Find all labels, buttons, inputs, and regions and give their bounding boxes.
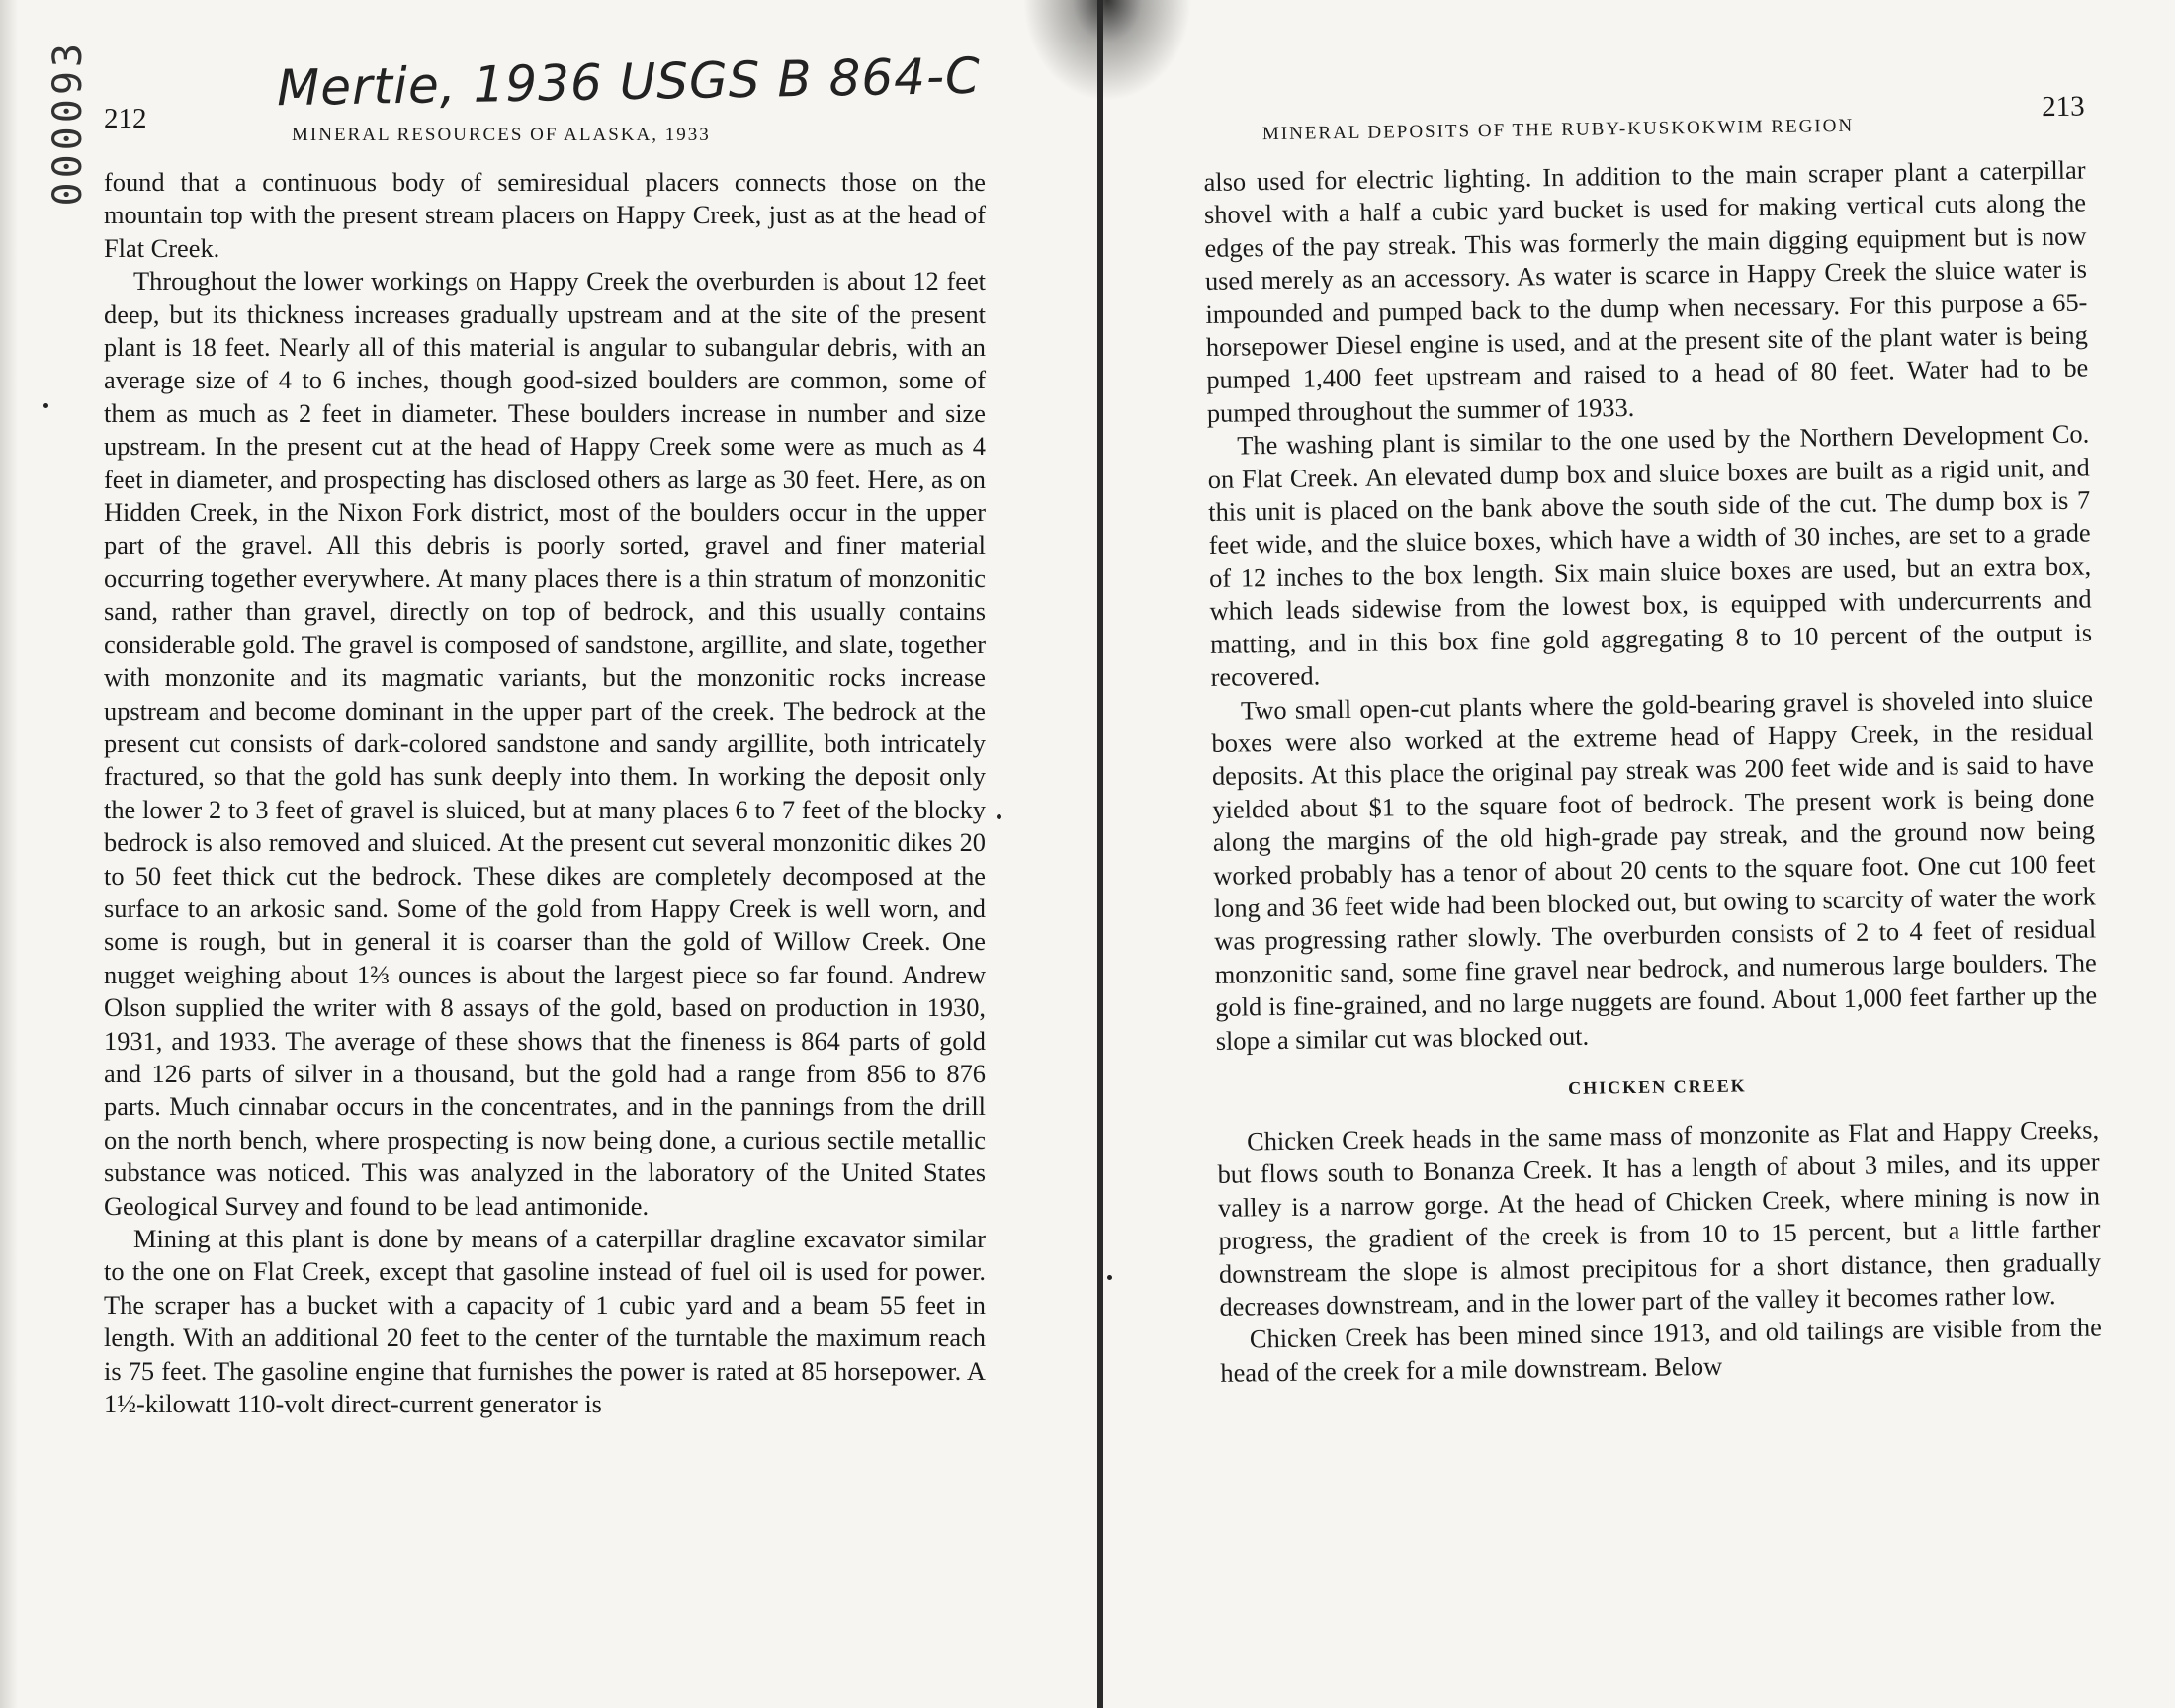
left-running-title: MINERAL RESOURCES OF ALASKA, 1933 [292, 125, 711, 145]
paragraph: Throughout the lower workings on Happy Creek the overburden is about 12 feet deep, but its thickness increases gradually upstream and at the site of the present plant is 18 feet. Nearly all of this material is angular to subangular debris, with an average size of 4 to 6 inches, though good-sized boulders are common, some of them as much as 2 feet in diameter. These boulders increase in number and size upstream. In the present cut at the head of Happy Creek some were as much as 4 feet in diameter, and prospecting has disclosed others as large as 30 feet. Here, as on Hidden Creek, in the Nixon Fork district, most of the boulders occur in the upper part of the gravel. All this debris is poorly sorted, gravel and finer material occurring together everywhere. At many places there is a thin stratum of monzonitic sand, rather than gravel, directly on top of bedrock, and this usually contains considerable gold. The gravel is composed of sandstone, argillite, and slate, together with monzonite and its magmatic variants, but the monzonitic rocks increase upstream and become dominant in the upper part of the creek. The bedrock at the present cut consists of dark-colored sandstone and sandy argillite, both intricately fractured, so that the gold has sunk deeply into them. In working the deposit only the lower 2 to 3 feet of gravel is sluiced, but at many places 6 to 7 feet of the blocky bedrock is also removed and sluiced. At the present cut several monzonitic dikes 20 to 50 feet thick cut the bedrock. These dikes are completely decomposed at the surface to an arkosic sand. Some of the gold from Happy Creek is well worn, and some is rough, but in general it is coarser than the gold of Willow Creek. One nugget weighing about 1⅔ ounces is about the largest piece so far found. Andrew Olson supplied the writer with 8 assays of the gold, based on production in 1930, 1931, and 1933. The average of these shows that the fineness is 864 parts of gold and 126 parts of silver in a thousand, but the gold had a range from 856 to 876 parts. Much cinnabar occurs in the concentrates, and in the pannings from the drill on the north bench, where prospecting is now being done, a curious sectile metallic substance was noticed. This was analyzed in the laboratory of the United States Geological Survey and found to be lead antimonide. [104, 266, 986, 1221]
paragraph: The washing plant is similar to the one used by the Northern Development Co. on Flat Creek. An elevated dump box and sluice boxes are built as a rigid unit, and this unit is placed on the bank above the south side of the cut. The dump box is 7 feet wide, and the sluice boxes, which have a width of 30 inches, are set to a grade of 12 inches to the box length. Six main sluice boxes are used, but an extra box, which leads sidewise from the lowest box, is equipped with undercurrents and matting, and in this box fine gold aggregating 8 to 10 percent of the output is recovered. [1207, 418, 2093, 693]
paragraph: Mining at this plant is done by means of a caterpillar dragline excavator similar to the one on Flat Creek, except that gasoline instead of fuel oil is used for power. The scraper has a bucket with a capacity of 1 cubic yard and a beam 55 feet in length. With an additional 20 feet to the center of the turntable the maximum reach is 75 feet. The gasoline engine that furnishes the power is rated at 85 horsepower. A 1½-kilowatt 110-volt direct-current generator is [104, 1224, 986, 1419]
handwritten-note: Mertie, 1936 USGS B 864-C [276, 46, 982, 118]
paragraph: Two small open-cut plants where the gold-bearing gravel is shoveled into sluice boxes were also worked at the extreme head of Happy Creek, in the residual deposits. At this place the original pay streak was 200 feet wide and is said to have yielded about $1 to the square foot of bedrock. The present work is being done along the margins of the old high-grade pay streak, and the ground now being worked probably has a tenor of about 20 cents to the square foot. One cut 100 feet long and 36 feet wide had been blocked out, but owing to scarcity of water the work was progressing rather slowly. The overburden consists of 2 to 4 feet of residual monzonitic sand, some fine gravel near bedrock, and numerous large boulders. The gold is fine-grained, and no large nuggets are found. About 1,000 feet farther up the slope a similar cut was blocked out. [1211, 682, 2098, 1056]
binding-gutter [1097, 0, 1103, 1708]
left-page [104, 0, 986, 1420]
binding-shadow [1008, 0, 1206, 119]
page-edge-shadow [0, 0, 18, 1708]
left-page-number: 212 [104, 103, 147, 134]
paragraph: also used for electric lighting. In addition to the main scraper plant a caterpillar shovel with a half a cubic yard bucket is used for making vertical cuts along the edges of the pay streak. This was formerly the main digging equipment but is now used merely as an accessory. As water is scarce in Happy Creek the sluice water is impounded and pumped back to the dump when necessary. For this purpose a 65-horsepower Diesel engine is used, and at the present site of the plant water is being pumped 1,400 feet upstream and raised to a head of 80 feet. Water had to be pumped throughout the summer of 1933. [1203, 154, 2089, 428]
scan-speck [44, 403, 48, 408]
section-heading: CHICKEN CREEK [1568, 1075, 1747, 1098]
right-running-head [1203, 90, 2086, 166]
scan-speck [997, 814, 1001, 819]
right-running-title: MINERAL DEPOSITS OF THE RUBY-KUSKOKWIM REGION [1262, 115, 1855, 145]
right-page-number: 213 [2041, 90, 2085, 124]
right-page-body [1203, 154, 2102, 1391]
paragraph: found that a continuous body of semiresidual placers connects those on the mountain top with the present stream placers on Happy Creek, just as at the head of Flat Creek. [104, 167, 986, 263]
right-page [1201, 0, 2103, 1390]
left-page-body [104, 166, 986, 1420]
paragraph: Chicken Creek heads in the same mass of monzonite as Flat and Happy Creeks, but flows south to Bonanza Creek. It has a length of about 3 miles, and its upper valley is a narrow gorge. At the head of Chicken Creek, where mining is now in progress, the gradient of the creek is from 10 to 15 percent, but a little farther downstream the slope is almost precipitous for a short distance, then gradually decreases downstream, and in the lower part of the valley it becomes rather low. [1217, 1114, 2102, 1322]
stamp-number: 000093 [45, 40, 91, 207]
paragraph: Chicken Creek has been mined since 1913, and old tailings are visible from the head of the creek for a mile downstream. Below [1220, 1312, 2103, 1388]
scan-speck [1107, 1275, 1112, 1280]
left-running-head [104, 103, 986, 166]
